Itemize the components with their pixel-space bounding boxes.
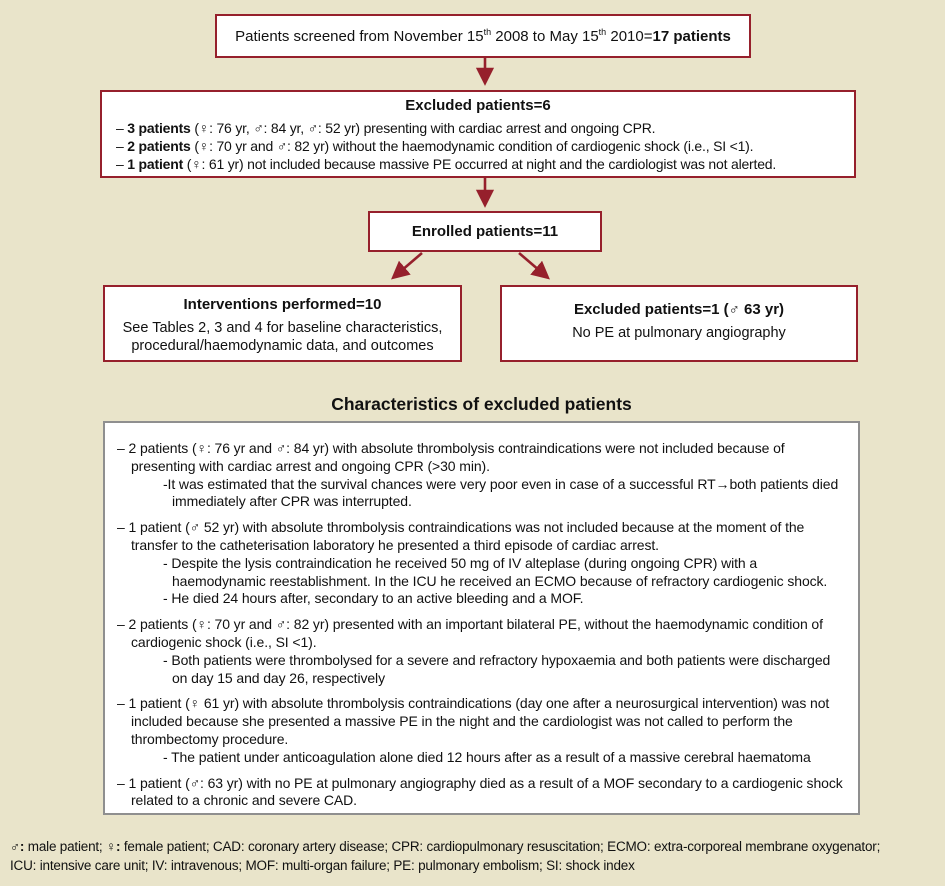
characteristics-bullet [117, 695, 848, 766]
characteristics-bullet [117, 519, 848, 608]
bullet-main-text: – 2 patients (♀: 70 yr and ♂: 82 yr) presented with an important bilateral PE, without the haemodynamic condition of cardiogenic shock (i.e., SI <1). [117, 616, 823, 650]
excluded-6-title: Excluded patients=6 [405, 97, 551, 114]
characteristics-bullet [117, 775, 848, 811]
characteristics-panel [103, 421, 860, 815]
superscript-th: th [598, 27, 607, 37]
excluded-patients-1-box [500, 285, 858, 362]
characteristics-bullet [117, 440, 848, 511]
male-symbol: ♂: [10, 839, 25, 854]
abbreviations-line-2: ICU: intensive care unit; IV: intravenous; MOF: multi-organ failure; PE: pulmonary embolism; SI: shock index [10, 857, 635, 873]
interventions-body: See Tables 2, 3 and 4 for baseline characteristics, procedural/haemodynamic data, and outcomes [122, 320, 443, 354]
female-symbol: ♀: [106, 839, 121, 854]
screened-patients-text: Patients screened from November 15th 2008 to May 15th 2010=17 patients [235, 27, 731, 45]
arrow-enrolled-to-excluded1 [519, 253, 547, 277]
arrow-enrolled-to-interventions [394, 253, 422, 277]
interventions-title: Interventions performed=10 [183, 296, 382, 313]
abbreviations-footer [10, 838, 940, 875]
screened-count: 17 patients [652, 28, 731, 45]
excluded-1-body: No PE at pulmonary angiography [572, 325, 786, 341]
enrolled-patients-box [368, 211, 602, 252]
excluded-6-item: – 1 patient (♀: 61 yr) not included because massive PE occurred at night and the cardiologist was not alerted. [116, 156, 777, 172]
superscript-th: th [483, 27, 492, 37]
bullet-sub-text: - Despite the lysis contraindication he received 50 mg of IV alteplase (during ongoing CPR) with a haemodynamic reestablishment. In the ICU he received an ECMO because of refractory cardiogenic shock. [163, 554, 828, 589]
screened-patients-box [215, 14, 751, 58]
excluded-6-item: – 2 patients (♀: 70 yr and ♂: 82 yr) without the haemodynamic condition of cardiogenic shock (i.e., SI <1). [116, 138, 754, 154]
bullet-sub-text: - Both patients were thrombolysed for a severe and refractory hypoxaemia and both patients were discharged on day 15 and day 26, respectively [163, 651, 831, 686]
excluded-1-title: Excluded patients=1 (♂ 63 yr) [573, 301, 785, 318]
bullet-sub-text: -It was estimated that the survival chances were very poor even in case of a successful RT→both patients died immediately after CPR was interrupted. [163, 475, 839, 510]
characteristics-bullet [117, 616, 848, 687]
excluded-patients-6-box [100, 90, 856, 178]
interventions-performed-box [103, 285, 462, 362]
bullet-main-text: – 2 patients (♀: 76 yr and ♂: 84 yr) with absolute thrombolysis contraindications were not included because of presenting with cardiac arrest and ongoing CPR (>30 min). [117, 440, 785, 474]
excluded-6-item: – 3 patients (♀: 76 yr, ♂: 84 yr, ♂: 52 yr) presenting with cardiac arrest and ongoing CPR. [116, 120, 656, 136]
bullet-sub-text: - The patient under anticoagulation alone died 12 hours after as a result of a massive cerebral haematoma [163, 748, 811, 765]
bullet-sub-text: - He died 24 hours after, secondary to an active bleeding and a MOF. [163, 590, 584, 607]
bullet-main-text: – 1 patient (♂ 52 yr) with absolute thrombolysis contraindications was not included because at the moment of the transfer to the catheterisation laboratory he presented a third episode of cardiac arrest. [117, 519, 805, 553]
abbreviations-line-1: ♂: male patient; ♀: female patient; CAD: coronary artery disease; CPR: cardiopulmonary resuscitation; ECMO: extra-corporeal membrane oxygenator; [10, 839, 881, 854]
characteristics-section-title: Characteristics of excluded patients [331, 394, 632, 414]
enrolled-patients-title: Enrolled patients=11 [411, 223, 559, 240]
excluded-6-items [112, 119, 844, 173]
bullet-main-text: – 1 patient (♂: 63 yr) with no PE at pulmonary angiography died as a result of a MOF secondary to a cardiogenic shock related to a chronic and severe CAD. [117, 774, 843, 809]
bullet-main-text: – 1 patient (♀ 61 yr) with absolute thrombolysis contraindications (day one after a neurosurgical intervention) was not included because she presented a massive PE in the night and the cardiologist was not called to perform the thrombectomy procedure. [117, 695, 830, 747]
